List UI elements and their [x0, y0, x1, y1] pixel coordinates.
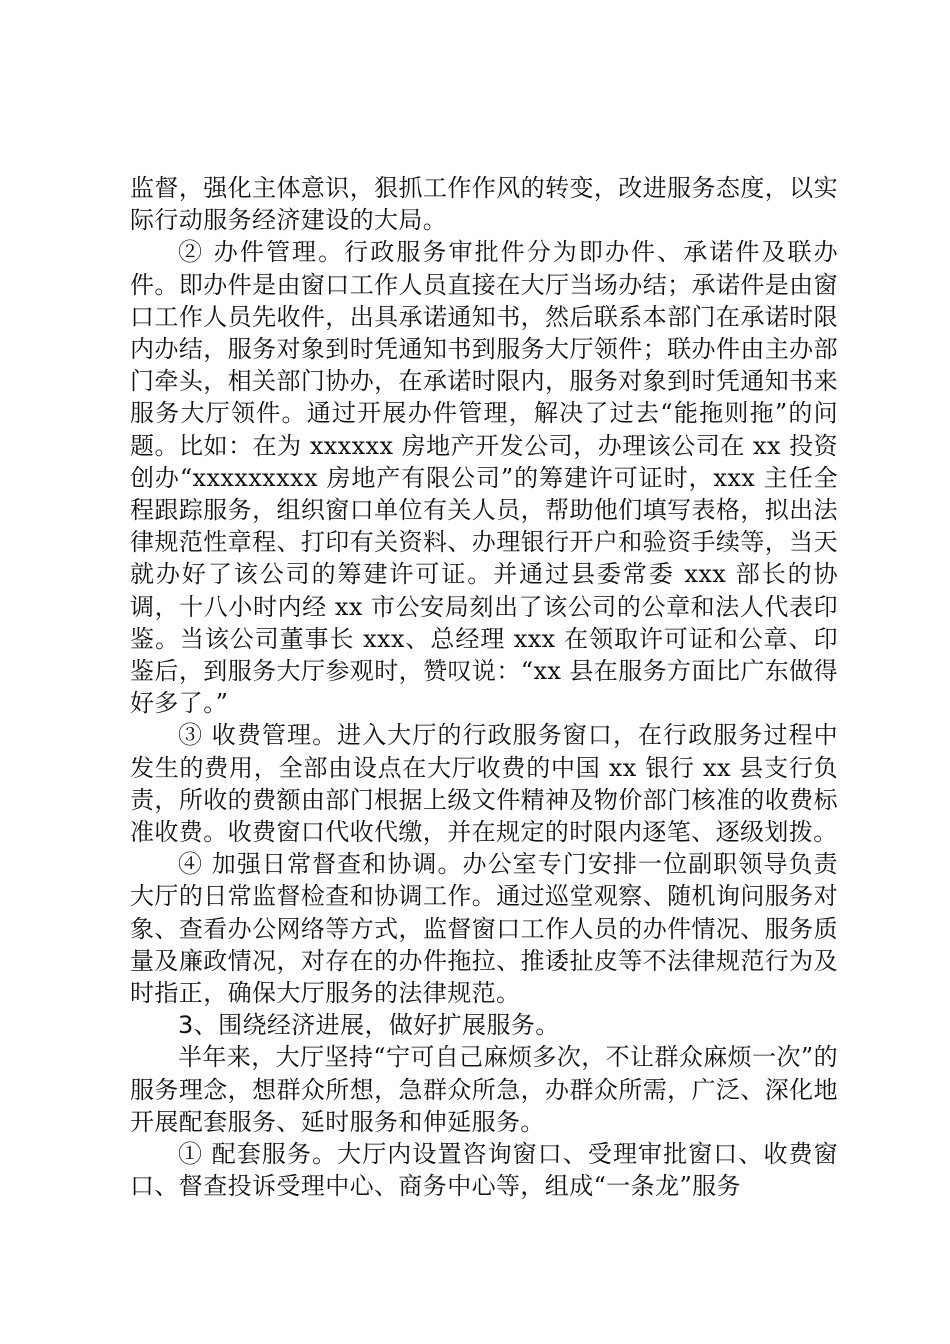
paragraph-continuation: 监督，强化主体意识，狠抓工作作风的转变，改进服务态度，以实际行动服务经济建设的大局。 — [130, 174, 838, 235]
paragraph-service-philosophy: 半年来，大厅坚持“宁可自己麻烦多次，不让群众麻烦一次”的服务理念，想群众所想，急群众所急，办群众所需，广泛、深化地开展配套服务、延时服务和伸延服务。 — [130, 1043, 838, 1136]
section-heading-extended-services: 3、围绕经济进展，做好扩展服务。 — [178, 1011, 560, 1040]
paragraph-case-handling-management: ② 办件管理。行政服务审批件分为即办件、承诺件及联办件。即办件是由窗口工作人员直接在大厅当场办结；承诺件是由窗口工作人员先收件，出具承诺通知书，然后联系本部门在承诺时限内办结，服务对象到时凭通知书到服务大厅领件；联办件由主办部门牵头，相关部门协办，在承诺时限内，服务对象到时凭通知书来服务大厅领件。通过开展办件管理，解决了过去“能拖则拖”的问题。比如：在为 xxxxxx 房地产开发公司，办理该公司在 xx 投资创办“xxxxxxxxx 房地产有限公司”的筹建许可证时，xxx 主任全程跟踪服务，组织窗口单位有关人员，帮助他们填写表格，拟出法律规范性章程、打印有关资料、办理银行开户和验资手续等，当天就办好了该公司的筹建许可证。并通过县委常委 xxx 部长的协调，十八小时内经 xx 市公安局刻出了该公司的公章和法人代表印鉴。当该公司董事长 xxx、总经理 xxx 在领取许可证和公章、印鉴后，到服务大厅参观时，赞叹说：“xx 县在服务方面比广东做得好多了。” — [130, 238, 838, 718]
paragraph-daily-supervision: ④ 加强日常督查和协调。办公室专门安排一位副职领导负责大厅的日常监督检查和协调工作。通过巡堂观察、随机询问服务对象、查看办公网络等方式，监督窗口工作人员的办件情况、服务质量及廉政情况，对存在的办件拖拉、推诿扯皮等不法律规范行为及时指正，确保大厅服务的法律规范。 — [130, 850, 838, 1008]
document-body — [130, 172, 838, 1203]
paragraph-supporting-services: ① 配套服务。大厅内设置咨询窗口、受理审批窗口、收费窗口、督查投诉受理中心、商务中心等，组成“一条龙”服务 — [130, 1140, 838, 1201]
paragraph-fee-management: ③ 收费管理。进入大厅的行政服务窗口，在行政服务过程中发生的费用，全部由设点在大厅收费的中国 xx 银行 xx 县支行负责，所收的费额由部门根据上级文件精神及物价部门核准的收费标准收费。收费窗口代收代缴，并在规定的时限内逐笔、逐级划拨。 — [130, 721, 838, 847]
